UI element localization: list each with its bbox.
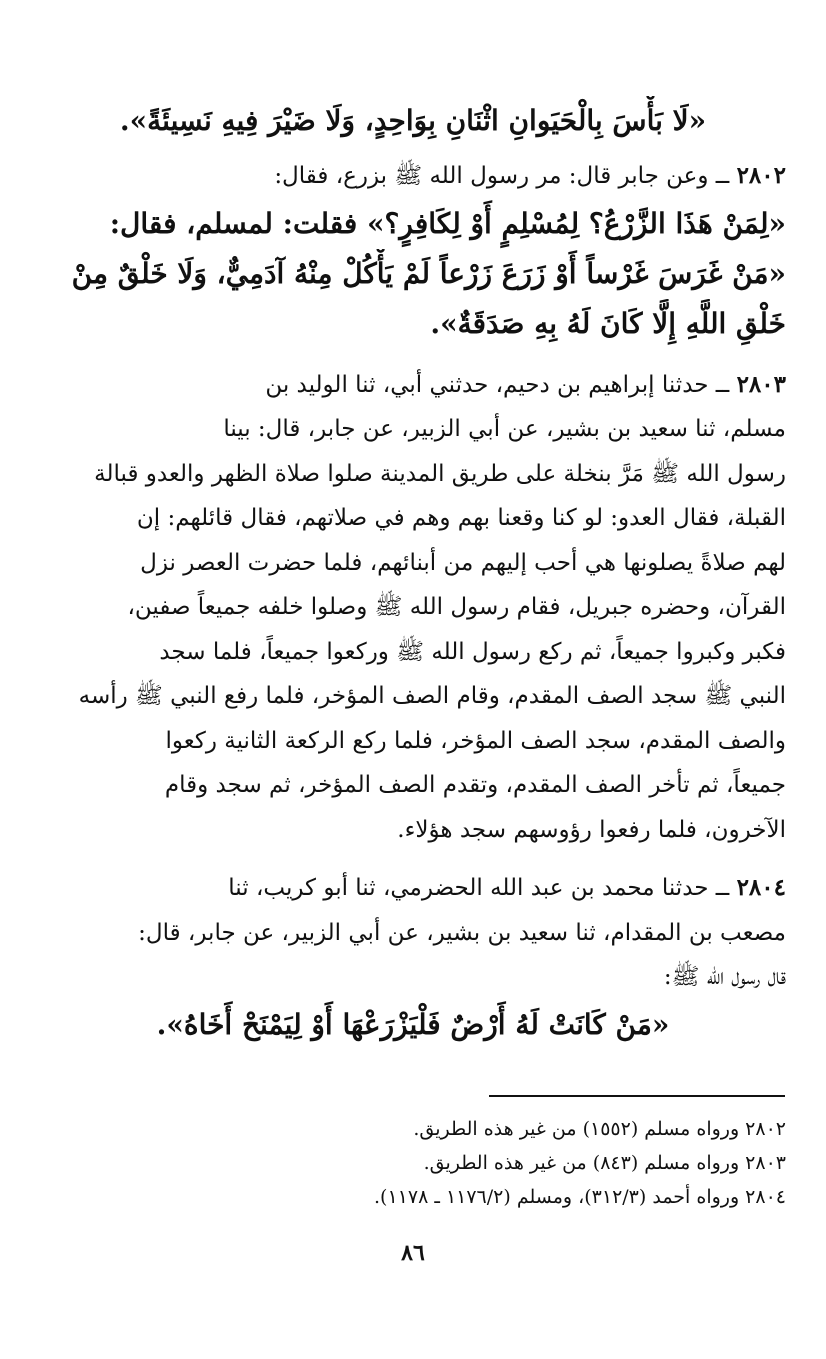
page-body [40,96,786,1050]
hadith-line: القبلة، فقال العدو: لو كنا وقعنا بهم وهم في صلاتهم، فقال قائلهم: إن [136,505,786,531]
footnote: ٢٨٠٢ ورواه مسلم (١٥٥٢) من غير هذه الطريق. [413,1118,786,1140]
hadith-number: ٢٨٠٢ [736,162,786,189]
hadith-quote-line: «مَنْ كَانَتْ لَهُ أَرْضٌ فَلْيَزْرَعْهَا أَوْ لِيَمْنَحْ أَخَاهُ». [156,1007,670,1041]
footnote: ٢٨٠٣ ورواه مسلم (٨٤٣) من غير هذه الطريق. [423,1152,786,1174]
hadith-line: والصف المقدم، سجد الصف المؤخر، فلما ركع الركعة الثانية ركعوا [165,727,786,754]
hadith-line: جميعاً، ثم تأخر الصف المقدم، وتقدم الصف المؤخر، ثم سجد وقام [164,772,786,798]
hadith-2803 [40,363,786,853]
hadith-line: لهم صلاةً يصلونها هي أحب إليهم من أبنائهم، فلما حضرت العصر نزل [140,549,786,576]
hadith-number: ٢٨٠٣ [736,370,786,398]
hadith-line: فكبر وكبروا جميعاً، ثم ركع رسول الله ﷺ وركعوا جميعاً، فلما سجد [159,638,786,665]
hadith-quote-line: «لِمَنْ هَذَا الزَّرْعُ؟ لِمُسْلِمٍ أَوْ لِكَافِرٍ؟» فقلت: لمسلم، فقال: [109,206,786,240]
hadith-line: النبي ﷺ سجد الصف المقدم، وقام الصف المؤخر، فلما رفع النبي ﷺ رأسه [78,683,786,709]
hadith-line: رسول الله ﷺ مَرَّ بنخلة على طريق المدينة صلوا صلاة الظهر والعدو قبالة [94,460,786,487]
footnotes [200,1112,786,1214]
opening-quote: «لَا بَأْسَ بِالْحَيَوانِ اثْنَانِ بِوَاحِدٍ، وَلَا ضَيْرَ فِيهِ نَسِيئَةً». [119,104,707,137]
hadith-number: ٢٨٠٤ [736,874,786,901]
footnote: ٢٨٠٤ ورواه أحمد (٣١٢/٣)، ومسلم (١١٧٦/٢ ـ ١١٧٨). [374,1186,786,1208]
hadith-line: ٢٨٠٤ ــ حدثنا محمد بن عبد الله الحضرمي، ثنا أبو كريب، ثنا [228,874,786,901]
hadith-line: القرآن، وحضره جبريل، فقام رسول الله ﷺ وصلوا خلفه جميعاً صفين، [127,594,786,620]
page-number: ٨٦ [401,1240,425,1266]
hadith-intro: ٢٨٠٢ ــ وعن جابر قال: مر رسول الله ﷺ بزرع، فقال: [274,162,786,189]
hadith-line: الآخرون، فلما رفعوا رؤوسهم سجد هؤلاء. [397,816,786,843]
hadith-line: قال رسول الله ﷺ: [663,964,786,990]
hadith-line: ٢٨٠٣ ــ حدثنا إبراهيم بن دحيم، حدثني أبي، ثنا الوليد بن [265,370,786,398]
hadith-2804 [40,866,786,1050]
hadith-quote-line: خَلْقِ اللَّهِ إِلَّا كَانَ لَهُ بِهِ صَدَقَةٌ». [430,306,786,340]
hadith-line: مسلم، ثنا سعيد بن بشير، عن أبي الزبير، عن جابر، قال: بينا [223,416,786,442]
hadith-line: مصعب بن المقدام، ثنا سعيد بن بشير، عن أبي الزبير، عن جابر، قال: [138,919,786,946]
hadith-quote-line: «مَنْ غَرَسَ غَرْساً أَوْ زَرَعَ زَرْعاً لَمْ يَأْكُلْ مِنْهُ آدَمِيٌّ، وَلَا خَلْقٌ مِنْ [71,256,786,290]
footnote-divider [489,1095,785,1097]
hadith-2802 [40,154,786,349]
